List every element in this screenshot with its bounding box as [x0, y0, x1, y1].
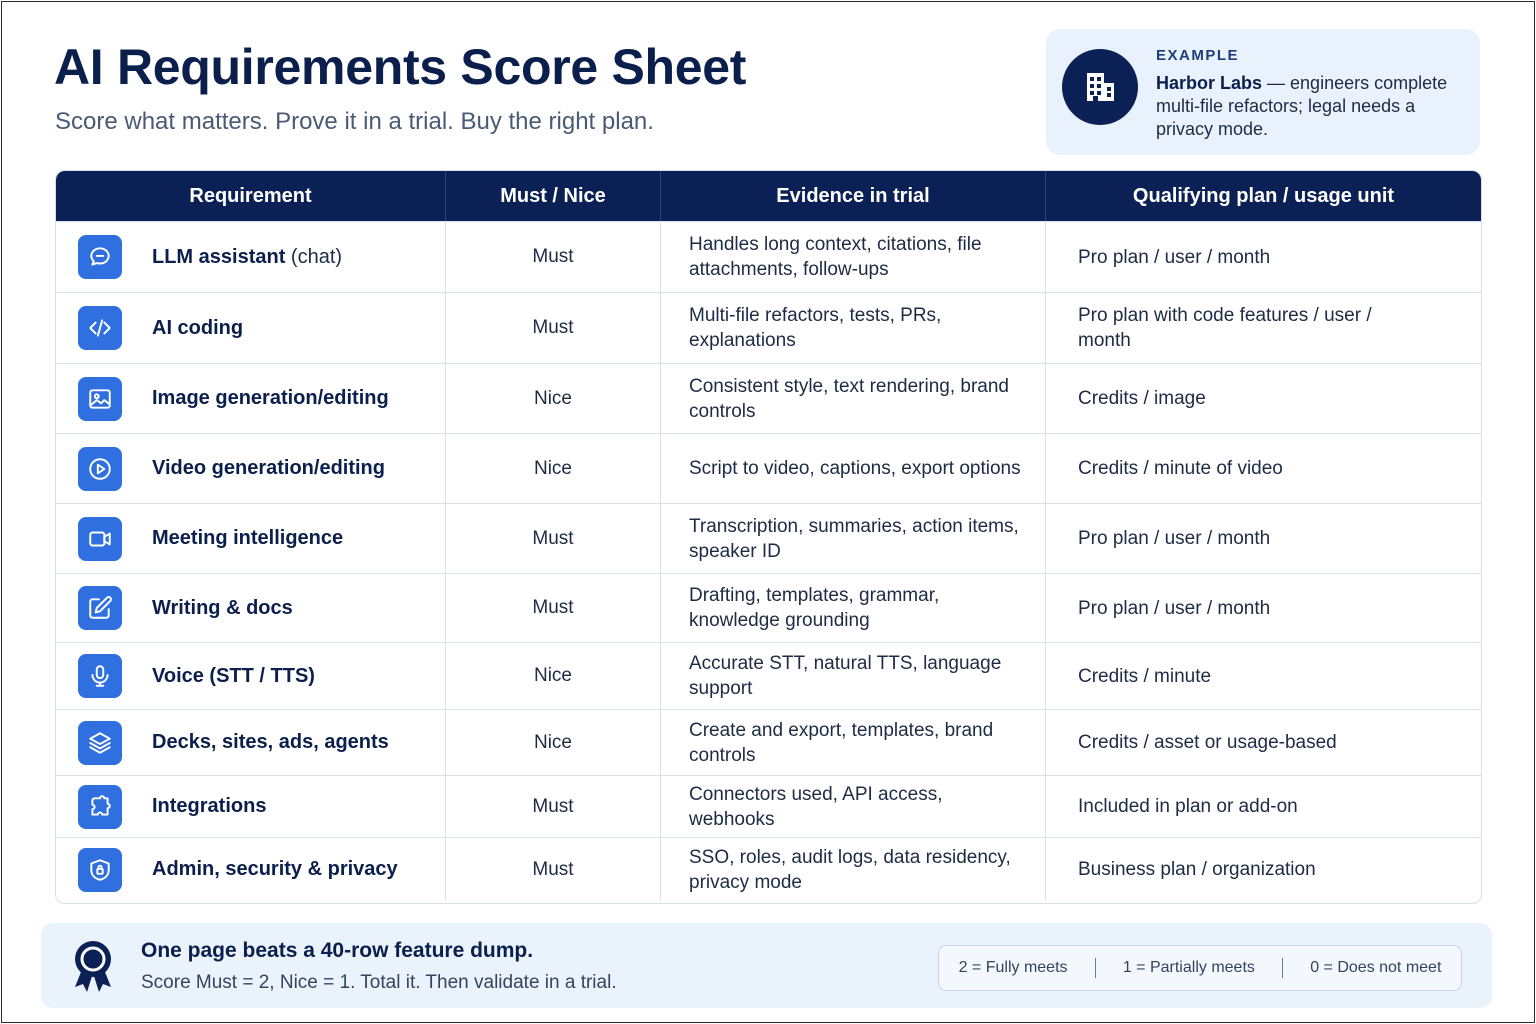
play-icon: [78, 447, 122, 491]
award-icon: [71, 937, 115, 995]
plan-cell: Pro plan / user / month: [1078, 597, 1271, 619]
requirement-cell: [56, 504, 446, 573]
table-row: [56, 775, 1481, 837]
requirement-name: Video generation/editing: [152, 457, 385, 479]
plan-cell: Credits / image: [1078, 388, 1206, 409]
example-text: [1156, 72, 1466, 141]
priority-cell: Must: [446, 293, 661, 363]
table-row: [56, 363, 1481, 433]
example-company: Harbor Labs: [1156, 73, 1263, 93]
table-row: [56, 433, 1481, 503]
example-card: [1046, 29, 1480, 155]
footer-subline: Score Must = 2, Nice = 1. Total it. Then validate in a trial.: [141, 972, 617, 993]
evidence-cell: Drafting, templates, grammar, knowledge grounding: [661, 574, 1046, 642]
requirement-cell: [56, 364, 446, 433]
requirement-cell: [56, 710, 446, 775]
plan-cell: Pro plan / user / month: [1078, 528, 1271, 549]
puzzle-icon: [78, 785, 122, 829]
evidence-cell: Handles long context, citations, file attachments, follow-ups: [661, 222, 1046, 292]
image-icon: [78, 377, 122, 421]
requirement-name: Integrations: [152, 795, 267, 817]
requirement-cell: [56, 574, 446, 642]
table-row: [56, 221, 1481, 292]
legend-item-full: 2 = Fully meets: [958, 959, 1068, 976]
table-row: [56, 573, 1481, 642]
priority-cell: Nice: [446, 434, 661, 503]
evidence-cell: Create and export, templates, brand controls: [661, 710, 1046, 775]
table-row: [56, 642, 1481, 709]
plan-cell: Credits / minute: [1078, 665, 1212, 687]
page-subtitle: Score what matters. Prove it in a trial. Buy the right plan.: [55, 108, 654, 135]
priority-cell: Must: [446, 776, 661, 837]
column-header-plan: Qualifying plan / usage unit: [1132, 184, 1395, 207]
priority-cell: Must: [446, 574, 661, 642]
video-camera-icon: [78, 517, 122, 561]
table-row: [56, 292, 1481, 363]
scoring-legend: [938, 945, 1462, 991]
building-icon: [1062, 49, 1138, 125]
requirement-name: Admin, security & privacy: [152, 858, 398, 880]
microphone-icon: [78, 654, 122, 698]
evidence-cell: SSO, roles, audit logs, data residency, privacy mode: [661, 838, 1046, 901]
priority-cell: Nice: [446, 364, 661, 433]
shield-icon: [78, 848, 122, 892]
code-icon: [78, 306, 122, 350]
score-table: [55, 170, 1482, 904]
example-label: EXAMPLE: [1156, 47, 1240, 64]
column-header-priority: Must / Nice: [446, 171, 661, 221]
requirement-cell: [56, 643, 446, 709]
page-title: AI Requirements Score Sheet: [54, 39, 747, 95]
evidence-cell: Accurate STT, natural TTS, language support: [661, 643, 1046, 709]
requirement-name: Decks, sites, ads, agents: [152, 731, 389, 753]
requirement-cell: [56, 776, 446, 837]
chat-icon: [78, 235, 122, 279]
edit-icon: [78, 586, 122, 630]
footer-note: [41, 923, 1492, 1008]
plan-cell: Pro plan / user / month: [1078, 246, 1271, 268]
column-header-evidence: Evidence in trial: [661, 171, 1046, 221]
requirement-cell: [56, 222, 446, 292]
priority-cell: Nice: [446, 643, 661, 709]
plan-cell: Business plan / organization: [1078, 859, 1316, 880]
priority-cell: Must: [446, 222, 661, 292]
plan-cell: Pro plan with code features / user / month: [1078, 305, 1372, 351]
layers-icon: [78, 721, 122, 765]
requirement-name: Image generation/editing: [152, 387, 389, 409]
priority-cell: Must: [446, 504, 661, 573]
requirement-name: LLM assistant (chat): [152, 245, 343, 268]
plan-cell: Included in plan or add-on: [1078, 796, 1298, 817]
evidence-cell: Transcription, summaries, action items, speaker ID: [661, 504, 1046, 573]
table-header: [56, 171, 1481, 221]
footer-headline: One page beats a 40-row feature dump.: [141, 939, 534, 962]
plan-cell: Credits / asset or usage-based: [1078, 732, 1337, 753]
requirement-cell: [56, 434, 446, 503]
requirement-name: AI coding: [152, 316, 244, 339]
table-row: [56, 709, 1481, 775]
requirement-name: Writing & docs: [152, 596, 293, 619]
requirement-cell: [56, 838, 446, 901]
priority-cell: Must: [446, 838, 661, 901]
table-row: [56, 837, 1481, 901]
evidence-cell: Script to video, captions, export options: [661, 434, 1046, 503]
legend-item-none: 0 = Does not meet: [1310, 959, 1442, 976]
example-description: — engineers complete multi-file refactors; legal needs a privacy mode.: [1156, 73, 1448, 139]
legend-divider: [1282, 958, 1283, 978]
legend-divider: [1095, 958, 1096, 978]
plan-cell: Credits / minute of video: [1078, 458, 1283, 479]
column-header-requirement: Requirement: [56, 171, 446, 221]
table-row: [56, 503, 1481, 573]
requirement-name: Voice (STT / TTS): [152, 664, 315, 687]
evidence-cell: Connectors used, API access, webhooks: [661, 776, 1046, 837]
priority-cell: Nice: [446, 710, 661, 775]
requirement-name: Meeting intelligence: [152, 527, 344, 549]
evidence-cell: Multi-file refactors, tests, PRs, explanations: [661, 293, 1046, 363]
requirement-cell: [56, 293, 446, 363]
legend-item-partial: 1 = Partially meets: [1122, 959, 1255, 976]
evidence-cell: Consistent style, text rendering, brand controls: [661, 364, 1046, 433]
